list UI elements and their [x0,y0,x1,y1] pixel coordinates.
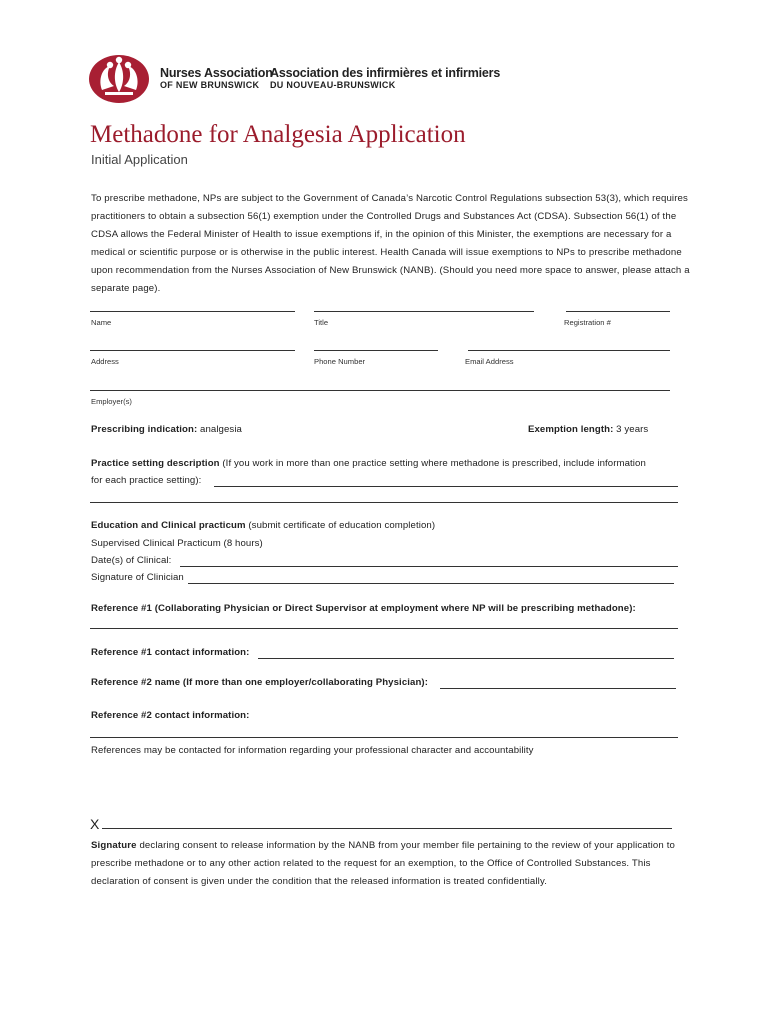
education-label: Education and Clinical practicum [91,520,246,531]
reference1-contact-field[interactable] [258,658,674,659]
email-label: Email Address [465,357,514,366]
org-subname-french: DU NOUVEAU-BRUNSWICK [270,80,396,90]
title-label: Title [314,318,329,327]
exemption-label: Exemption length: [528,424,614,435]
signature-clinician-field[interactable] [188,583,674,584]
signature-x-mark: X [90,816,100,832]
registration-field[interactable] [566,311,670,312]
supervised-practicum: Supervised Clinical Practicum (8 hours) [91,538,263,549]
title-field[interactable] [314,311,534,312]
employer-label: Employer(s) [91,397,132,406]
org-name-english: Nurses Association [160,66,273,80]
practice-label: Practice setting description [91,458,220,469]
prescribing-label: Prescribing indication: [91,424,198,435]
exemption-length [528,424,648,435]
name-field[interactable] [90,311,295,312]
phone-field[interactable] [314,350,438,351]
practice-text2: for each practice setting): [91,475,202,486]
signature-text: declaring consent to release information by the NANB from your member file pertaining to the review of your application to prescribe methadone or to any other action related to the request for an exemption, to the Office of Controlled Substances. This declaration of consent is given under the condition that the released information is treated confidentially. [91,840,675,887]
nanb-logo-icon [88,52,150,104]
exemption-value: 3 years [616,424,649,435]
prescribing-value: analgesia [200,424,242,435]
practice-setting-line1 [91,458,646,469]
dates-clinical-label: Date(s) of Clinical: [91,555,172,566]
org-name-french: Association des infirmières et infirmiers [270,66,501,80]
reference1-field[interactable] [90,628,678,629]
intro-paragraph: To prescribe methadone, NPs are subject to the Government of Canada’s Narcotic Control Regulations subsection 53(3), which requires practitioners to obtain a subsection 56(1) exemption under the Controlled Drugs and Substances Act (CDSA). Subsection 56(1) of the CDSA allows the Federal Minister of Health to issue exemptions if, in the opinion of this Minister, the exemptions are necessary for a medical or scientific purpose or is otherwise in the public interest. Health Canada will issue exemptions to NPs to prescribe methadone upon recommendation from the Nurses Association of New Brunswick (NANB). (Should you need more space to answer, please attach a separate page). [91,193,690,294]
org-subname-english: OF NEW BRUNSWICK [160,80,260,90]
name-label: Name [91,318,112,327]
reference2-name-field[interactable] [440,688,676,689]
practice-field-2[interactable] [90,502,678,503]
registration-label: Registration # [564,318,611,327]
form-title: Methadone for Analgesia Application [90,121,466,148]
practice-field-1[interactable] [214,486,678,487]
signature-label: Signature [91,840,137,851]
reference1-label: Reference #1 (Collaborating Physician or Direct Supervisor at employment where NP will be prescribing methadone): [91,603,636,614]
signature-field[interactable] [102,828,672,829]
reference2-contact-label: Reference #2 contact information: [91,710,250,721]
reference1-contact-label: Reference #1 contact information: [91,647,250,658]
email-field[interactable] [468,350,670,351]
education-line [91,520,435,531]
reference2-contact-field[interactable] [90,737,678,738]
signature-clinician-label: Signature of Clinician [91,572,184,583]
practice-text1: (If you work in more than one practice setting where methadone is prescribed, include information [222,458,646,469]
employer-field[interactable] [90,390,670,391]
education-text: (submit certificate of education completion) [248,520,436,531]
address-label: Address [91,357,119,366]
reference2-name-label: Reference #2 name (If more than one employer/collaborating Physician): [91,677,429,688]
phone-label: Phone Number [314,357,366,366]
form-subtitle: Initial Application [91,152,188,167]
address-field[interactable] [90,350,295,351]
references-note: References may be contacted for information regarding your professional character and accountability [91,745,534,756]
dates-clinical-field[interactable] [180,566,678,567]
prescribing-indication [91,424,242,435]
signature-declaration [91,837,681,891]
